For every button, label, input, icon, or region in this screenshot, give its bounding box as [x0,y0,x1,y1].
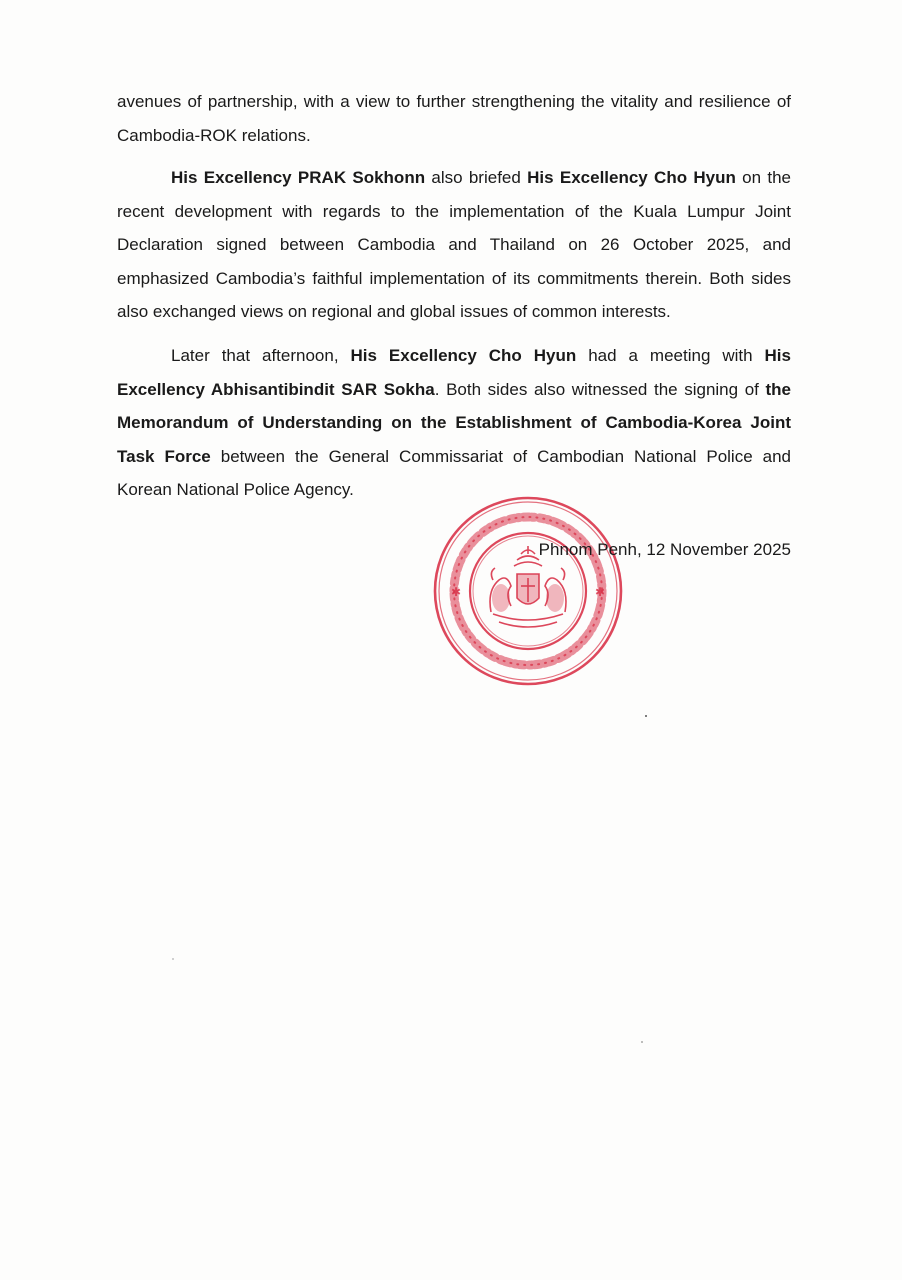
official-seal-icon [431,494,625,688]
paragraph-meeting [117,339,791,507]
dateline: Phnom Penh, 12 November 2025 [538,540,791,559]
paragraph-2-text-1: also briefed [425,168,528,187]
paragraph-2-text-2: on the recent development with regards to the implementation of the Kuala Lumpur Joint Declaration signed between Cambodia and Thailand on 26 October 2025, and emphasized Cambodia’s faithful implementation of its commitments therein. Both sides also exchanged views on regional and global issues of common interests. [117,168,791,321]
name-prak-sokhonn: His Excellency PRAK Sokhonn [171,168,426,187]
mou-title: the Memorandum of Understanding on the Establishment of Cambodia-Korea Joint Task Force [117,379,791,466]
svg-text:✱: ✱ [595,585,606,599]
name-cho-hyun-2: His Excellency Cho Hyun [350,346,577,365]
scan-speck [172,958,174,960]
paragraph-3-text-3: . Both sides also witnessed the signing of [434,379,766,399]
svg-text:✱: ✱ [451,585,462,599]
paragraph-briefing [117,161,791,329]
paragraph-3-text-1: Later that afternoon, [171,346,351,365]
name-cho-hyun: His Excellency Cho Hyun [527,168,736,187]
scan-speck [645,715,647,717]
paragraph-partnership [117,85,791,152]
paragraph-3-text-4: between the General Commissariat of Cambodian National Police and Korean National Police Agency. [117,446,791,499]
paragraph-3-text-2: had a meeting with [576,346,765,365]
scan-speck [641,1041,643,1043]
paragraph-1-text: avenues of partnership, with a view to further strengthening the vitality and resilience of Cambodia-ROK relations. [117,92,791,145]
name-sar-sokha: His Excellency Abhisantibindit SAR Sokha [117,346,791,399]
